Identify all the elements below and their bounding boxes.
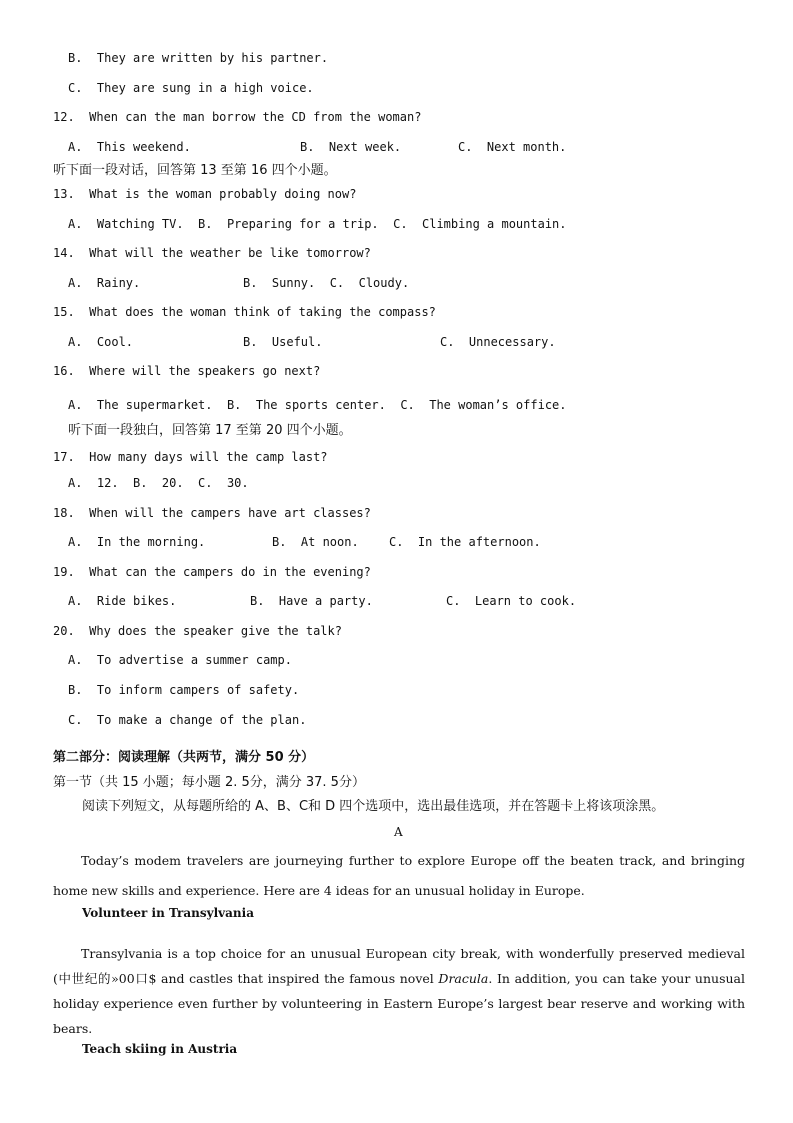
q20-option-a: A. To advertise a summer camp.	[68, 653, 292, 667]
instruction-17-20: 听下面一段独白，回答第 17 至第 20 四个小题。	[68, 423, 352, 438]
q19-option-a: A. Ride bikes.	[68, 594, 177, 608]
paragraph-part-1: Transylvania is a top choice for an unusual European city break, with wonderfully preserved medieval (中世纪的»00口$ and castles that inspired the famous novel	[53, 946, 745, 986]
q16-options: A. The supermarket. B. The sports center. C. The woman’s office.	[68, 398, 567, 412]
question-15: 15. What does the woman think of taking the compass?	[53, 305, 436, 319]
q12-option-c: C. Next month.	[458, 140, 567, 154]
q19-option-b: B. Have a party.	[250, 594, 373, 608]
question-20: 20. Why does the speaker give the talk?	[53, 624, 342, 638]
q18-option-b: B. At noon.	[272, 535, 359, 549]
q19-option-c: C. Learn to cook.	[446, 594, 577, 608]
question-19: 19. What can the campers do in the evening?	[53, 565, 371, 579]
question-17: 17. How many days will the camp last?	[53, 450, 328, 464]
heading-teach-skiing-austria: Teach skiing in Austria	[82, 1042, 238, 1056]
q11-option-c: C. They are sung in a high voice.	[68, 81, 314, 95]
passage-intro: Today’s modem travelers are journeying further to explore Europe off the beaten track, and bringing home new skills and experience. Here are 4 ideas for an unusual holiday in Europe.	[53, 853, 745, 898]
question-16: 16. Where will the speakers go next?	[53, 364, 321, 378]
paragraph-transylvania	[53, 941, 745, 1041]
q14-options-bc: B. Sunny. C. Cloudy.	[243, 276, 410, 290]
question-14: 14. What will the weather be like tomorrow?	[53, 246, 371, 260]
q15-option-b: B. Useful.	[243, 335, 323, 349]
question-13: 13. What is the woman probably doing now?	[53, 187, 357, 201]
q17-options: A. 12. B. 20. C. 30.	[68, 476, 249, 490]
q18-option-a: A. In the morning.	[68, 535, 206, 549]
q15-option-c: C. Unnecessary.	[440, 335, 556, 349]
q15-option-a: A. Cool.	[68, 335, 134, 349]
part-title: 第二部分：阅读理解（共两节，满分 50 分）	[53, 750, 315, 765]
passage-label: A	[394, 825, 403, 839]
q18-option-c: C. In the afternoon.	[389, 535, 541, 549]
heading-volunteer-transylvania: Volunteer in Transylvania	[82, 906, 254, 920]
question-12: 12. When can the man borrow the CD from the woman?	[53, 110, 422, 124]
directions: 阅读下列短文，从每题所给的 A、B、C和 D 四个选项中，选出最佳选项，并在答题卡上将该项涂黑。	[82, 799, 665, 814]
q14-option-a: A. Rainy.	[68, 276, 141, 290]
q20-option-c: C. To make a change of the plan.	[68, 713, 307, 727]
paragraph-part-2: . In addition, you can take your unusual holiday experience even further by volunteering in Eastern Europe’s largest bear reserve and working with bears.	[53, 971, 745, 1036]
q12-option-a: A. This weekend.	[68, 140, 191, 154]
q20-option-b: B. To inform campers of safety.	[68, 683, 300, 697]
section-title: 第一节（共 15 小题；每小题 2. 5分，满分 37. 5分）	[53, 775, 365, 790]
q13-options: A. Watching TV. B. Preparing for a trip. C. Climbing a mountain.	[68, 217, 567, 231]
q12-option-b: B. Next week.	[300, 140, 402, 154]
question-18: 18. When will the campers have art classes?	[53, 506, 371, 520]
instruction-13-16: 听下面一段对话，回答第 13 至第 16 四个小题。	[53, 163, 337, 178]
novel-title: Dracula	[438, 971, 489, 986]
q11-option-b: B. They are written by his partner.	[68, 51, 329, 65]
